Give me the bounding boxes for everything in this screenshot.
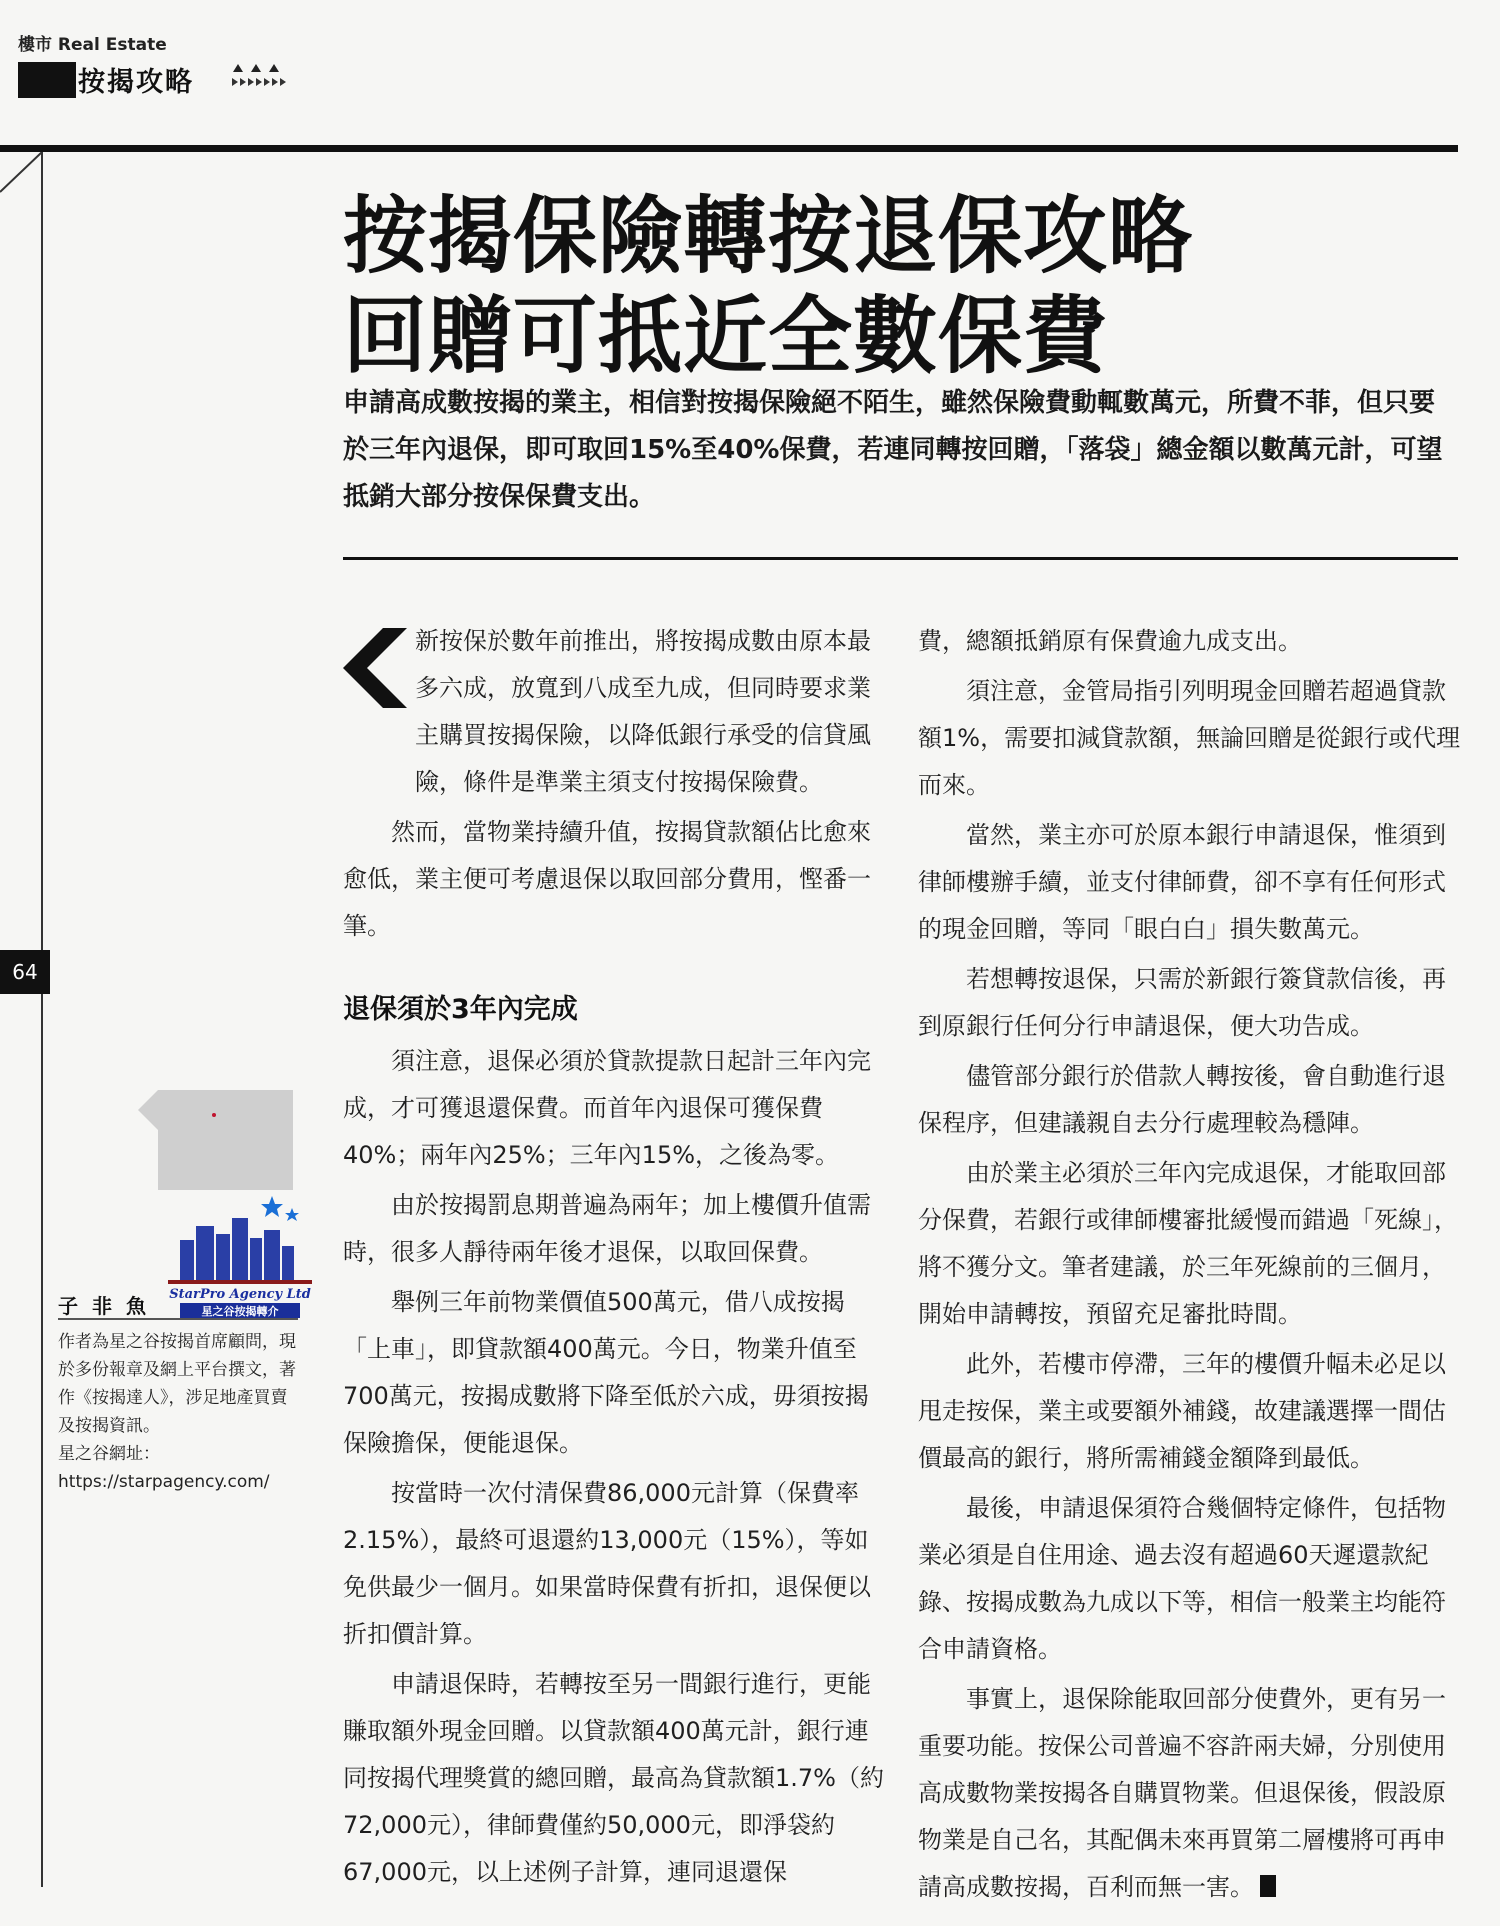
paragraph: 申請退保時，若轉按至另一間銀行進行，更能賺取額外現金回贈。以貸款額400萬元計，銀行連同按揭代理獎賞的總回贈，最高為貸款額1.7%（約72,000元），律師費僅約50,000元，即淨袋約67,000元，以上述例子計算，連同退還保 [343,1670,884,1886]
paragraph: 若想轉按退保，只需於新銀行簽貸款信後，再到原銀行任何分行申請退保，便大功告成。 [918,965,1446,1040]
paragraph: 舉例三年前物業價值500萬元，借八成按揭「上車」，即貸款額400萬元。今日，物業升值至700萬元，按揭成數將下降至低於六成，毋須按揭保險擔保，便能退保。 [343,1288,869,1457]
starpro-logo [160,1190,320,1320]
author-bio: 作者為星之谷按揭首席顧問，現於多份報章及網上平台撰文，著作《按揭達人》，涉足地產買賣及按揭資訊。 [58,1332,296,1436]
website-link[interactable]: https://starpagency.com/ [58,1472,270,1492]
triangles-decoration-icon [232,64,292,96]
author-photo-placeholder [138,1090,293,1190]
paragraph: 費，總額抵銷原有保費逾九成支出。 [918,627,1302,655]
paragraph-text: 事實上，退保除能取回部分使費外，更有另一重要功能。按保公司普遍不容許兩夫婦，分別使用高成數物業按揭各自購買物業。但退保後，假設原物業是自己名，其配偶未來再買第二層樓將可再申請高成數按揭，百利而無一害。 [918,1685,1446,1901]
subheading: 退保須於3年內完成 [343,994,578,1025]
paragraph: 由於業主必須於三年內完成退保，才能取回部分保費，若銀行或律師樓審批緩慢而錯過「死線」，將不獲分文。筆者建議，於三年死線前的三個月，開始申請轉按，預留充足審批時間。 [918,1159,1458,1328]
section-label-cn: 樓市 [18,35,52,55]
paragraph: 須注意，退保必須於貸款提款日起計三年內完成，才可獲退還保費。而首年內退保可獲保費40%；兩年內25%；三年內15%，之後為零。 [343,1047,871,1169]
logo-line2: 星之谷按揭轉介 [201,1305,279,1318]
author-rule [58,1318,298,1320]
right-column [918,618,1463,1914]
section-label-en: Real Estate [57,35,167,55]
paragraph: 由於按揭罰息期普遍為兩年；加上樓價升值需時，很多人靜待兩年後才退保，以取回保費。 [343,1191,871,1266]
column-title: 按揭攻略 [78,67,194,98]
paragraph: 當然，業主亦可於原本銀行申請退保，惟須到律師樓辦手續，並支付律師費，卻不享有任何形式的現金回贈，等同「眼白白」損失數萬元。 [918,821,1446,943]
paragraph: 須注意，金管局指引列明現金回贈若超過貸款額1%，需要扣減貸款額，無論回贈是從銀行或代理而來。 [918,677,1461,799]
section-label [18,30,167,55]
paragraph: 最後，申請退保須符合幾個特定條件，包括物業必須是自住用途、過去沒有超過60天遲還款紀錄、按揭成數為九成以下等，相信一般業主均能符合申請資格。 [918,1494,1446,1663]
page-number: 64 [0,950,50,994]
left-column [343,618,888,1899]
website-label: 星之谷網址： [58,1444,160,1464]
top-rule [0,145,1458,152]
end-mark-icon [1260,1875,1276,1897]
headline-line2: 回贈可抵近全數保費 [343,287,1109,385]
author-name: 子非魚 [58,1294,160,1318]
logo-line1: StarPro Agency Ltd [169,1287,311,1302]
headline [343,186,1443,386]
paragraph-last [918,1676,1463,1911]
section-bar [18,62,76,98]
paragraph: 儘管部分銀行於借款人轉按後，會自動進行退保程序，但建議親自去分行處理較為穩陣。 [918,1062,1446,1137]
author-bio-block [58,1328,298,1496]
headline-line1: 按揭保險轉按退保攻略 [343,187,1194,285]
paragraph: 然而，當物業持續升值，按揭貸款額佔比愈來愈低，業主便可考慮退保以取回部分費用，慳番一筆。 [343,818,871,940]
paragraph: 按當時一次付清保費86,000元計算（保費率2.15%），最終可退還約13,000元（15%），等如免供最少一個月。如果當時保費有折扣，退保便以折扣價計算。 [343,1479,871,1648]
mid-rule [343,557,1458,560]
paragraph: 此外，若樓市停滯，三年的樓價升幅未必足以甩走按保，業主或要額外補錢，故建議選擇一間估價最高的銀行，將所需補錢金額降到最低。 [918,1350,1446,1472]
paragraph: 新按保於數年前推出，將按揭成數由原本最多六成，放寬到八成至九成，但同時要求業主購買按揭保險，以降低銀行承受的信貸風險，條件是準業主須支付按揭保險費。 [415,627,871,796]
left-frame-decoration [0,152,50,1887]
lede: 申請高成數按揭的業主，相信對按揭保險絕不陌生，雖然保險費動輒數萬元，所費不菲，但只要於三年內退保，即可取回15%至40%保費，若連同轉按回贈，「落袋」總金額以數萬元計，可望抵銷大部分按保保費支出。 [343,388,1443,512]
